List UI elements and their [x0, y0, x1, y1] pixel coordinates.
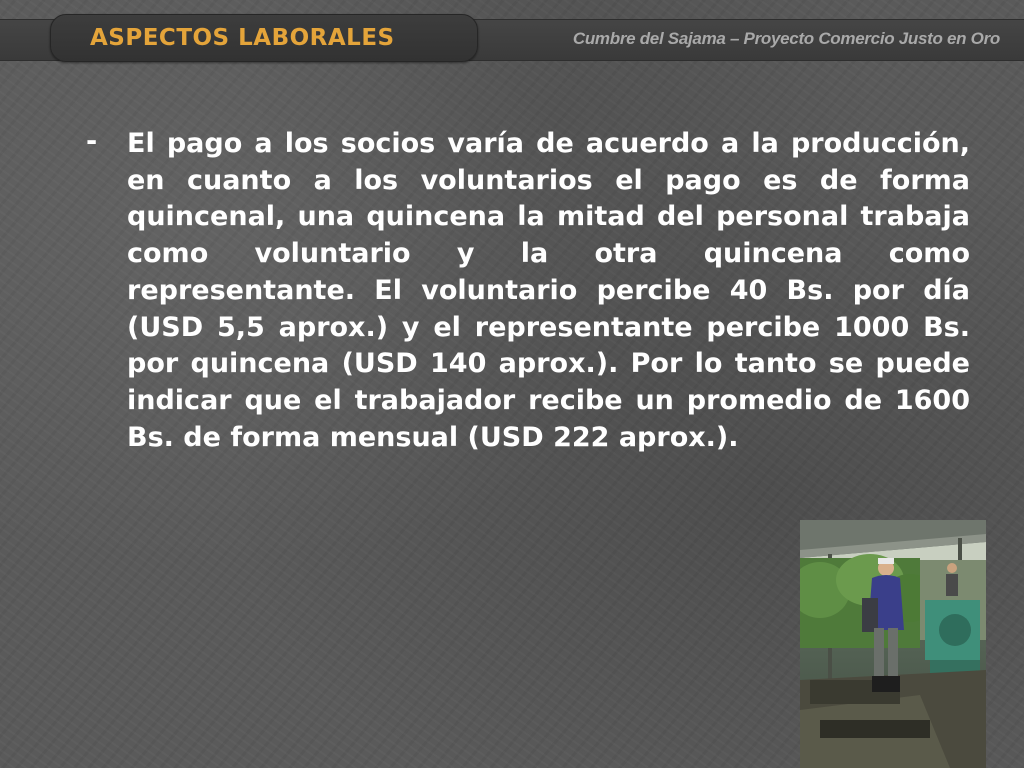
- body-paragraph: El pago a los socios varía de acuerdo a la producción, en cuanto a los voluntarios el pago es de forma quincenal, una quincena la mitad del personal trabaja como voluntario y la otra quincena como representante. El voluntario percibe 40 Bs. por día (USD 5,5 aprox.) y el representante percibe 1000 Bs. por quincena (USD 140 aprox.). Por lo tanto se puede indicar que el trabajador recibe un promedio de 1600 Bs. de forma mensual (USD 222 aprox.).: [127, 128, 970, 453]
- header-subtitle: Cumbre del Sajama – Proyecto Comercio Justo en Oro: [572, 29, 1000, 48]
- bullet-marker: -: [86, 126, 98, 157]
- worker-photo-illustration: [800, 520, 986, 768]
- worker-photo: [800, 520, 986, 768]
- slide-title: ASPECTOS LABORALES: [90, 25, 395, 51]
